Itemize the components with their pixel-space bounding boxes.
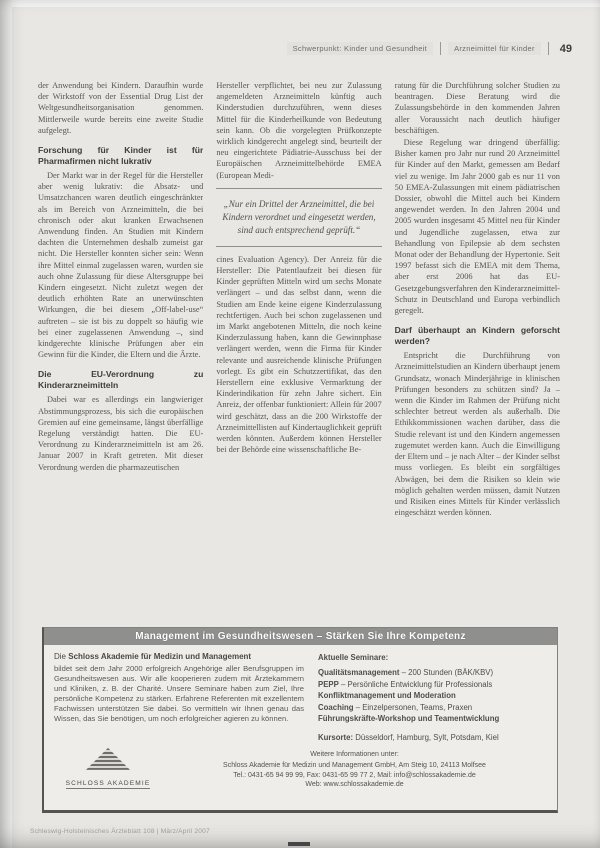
article-column-3 bbox=[395, 80, 560, 623]
ad-footer bbox=[44, 748, 557, 794]
locations-list: Düsseldorf, Hamburg, Sylt, Potsdam, Kiel bbox=[353, 733, 499, 743]
scan-edge-top bbox=[0, 0, 600, 7]
page-header bbox=[0, 42, 572, 55]
seminar-locations bbox=[318, 732, 547, 743]
seminar-name: PEPP bbox=[318, 679, 339, 689]
header-divider bbox=[440, 42, 441, 55]
contact-line: Schloss Akademie für Medizin und Management GmbH, Am Steig 10, 24113 Molfsee bbox=[223, 762, 486, 770]
seminar-item bbox=[318, 702, 547, 713]
header-topic-label: Arzneimittel für Kinder bbox=[448, 42, 541, 55]
advertisement-box bbox=[42, 627, 558, 813]
contact-line: Tel.: 0431-65 94 99 99, Fax: 0431-65 99 77 2, Mail: info@schlossakademie.de bbox=[233, 771, 476, 779]
header-section-label: Schwerpunkt: Kinder und Gesundheit bbox=[287, 42, 433, 55]
heading-forschen-an-kindern: Darf überhaupt an Kindern geforscht werden? bbox=[394, 325, 560, 346]
scan-artifact bbox=[288, 842, 310, 846]
seminar-detail: – 200 Stunden (BÄK/KBV) bbox=[399, 668, 494, 678]
seminar-detail: – Persönliche Entwicklung für Professionals bbox=[338, 679, 493, 689]
body-paragraph: Diese Regelung war dringend überfällig: Bisher kamen pro Jahr nur rund 20 Arzneimittel für Kinder auf den Markt, gemessen am Bedarf viel zu wenige. Im Jahr 2000 gab es nur 11 von 50 EMEA-Zulassungen mit einem pädiatrischen Dossier, obwohl die Mittel auch bei Kindern angewendet werden. In den Jahren 2004 und 2005 wurden insgesamt 45 Mittel neu für Kinder und Jugendliche zugelassen, etwa zur Behandlung von Epilepsie ab dem sechsten Monat oder der Behandlung der Hypertonie. Seit 1997 befasst sich die EMEA mit dem Thema, aber erst 2006 hat das EU-Gesetzgebungsverfahren den Kinderarzneimittel-Schutz in Deutschland und Europa verbindlich geregelt. bbox=[394, 138, 560, 316]
contact-line: Web: www.schlossakademie.de bbox=[305, 781, 404, 789]
body-paragraph: der Anwendung bei Kindern. Daraufhin wurde der Wirkstoff von der Essential Drug List der Weltgesundheitsorganisation genommen. Mittlerweile wurde bereits eine zweite Studie aufgelegt. bbox=[38, 81, 204, 135]
article-column-2 bbox=[216, 80, 381, 623]
ad-title-bar: Management im Gesundheitswesen – Stärken Sie Ihre Kompetenz bbox=[44, 628, 557, 645]
ad-intro bbox=[54, 652, 304, 744]
seminar-item bbox=[318, 679, 547, 690]
ad-intro-text: bildet seit dem Jahr 2000 erfolgreich Angehörige aller Berufsgruppen im Gesundheitswesen aus. Wir alle kooperieren zudem mit Ärztekammern und Kliniken, z. B. der Charité. Unsere Seminare haben zum Ziel, Ihre persönliche Kompetenz zu stärken. Erfahrene Referenten mit exzellentem Fachwissen unterstützen Sie dabei. So vermitteln wir Ihnen genau das Wissen, das Sie benötigen, um noch erfolgreicher agieren zu können. bbox=[54, 664, 304, 723]
seminars-heading: Aktuelle Seminare: bbox=[318, 653, 389, 662]
ad-body bbox=[44, 645, 557, 748]
seminar-name: Coaching bbox=[318, 702, 354, 712]
ad-contact bbox=[162, 750, 547, 789]
body-paragraph: Entspricht die Durchführung von Arzneimittelstudien an Kindern überhaupt jenem Grundsatz, wonach Minderjährige in klinischen Prüfungen besonders zu schützen sind? Ja – wenn die Kinder im Rahmen der Prüfung nicht schlechter betreut werden als außerhalb. Die Ethikkommissionen wachen darüber, dass die Studie relevant ist und den Kindern angemessen zugemutet werden kann. Auch die Einwilligung der Eltern und – je nach Alter – der Kinder selbst muss vorliegen. Es bleibt ein sorgfältiges Abwägen, bei dem die Risiken so klein wie möglich gehalten werden müssen, damit Nutzen und Risiken eines Mittels für Kinder verlässlich eingeschätzt werden können. bbox=[394, 351, 560, 518]
article-columns bbox=[38, 80, 560, 623]
seminar-item bbox=[318, 713, 547, 724]
seminar-item bbox=[318, 667, 547, 678]
ad-seminar-list bbox=[318, 652, 547, 744]
page-footer: Schleswig-Holsteinisches Ärzteblatt 108 | März/April 2007 bbox=[30, 828, 210, 835]
seminar-item bbox=[318, 690, 547, 701]
pull-quote: „Nur ein Drittel der Arzneimittel, die bei Kindern verordnet und eingesetzt werden, sind auch entsprechend geprüft.“ bbox=[216, 188, 381, 247]
ad-intro-lead: Die bbox=[54, 652, 69, 661]
body-paragraph: cines Evaluation Agency). Der Anreiz für die Hersteller: Die Patentlaufzeit bei diesen für Kinder geprüften Mitteln wird um sechs Monate verlängert – und das selbst dann, wenn die Studien am Ende keine eigene Kinderzulassung rechtfertigen. Auch bei schon zugelassenen und im Markt angebotenen Mitteln, die noch keine Kinderzulassung haben, kann die Gewinnphase verlängert werden, wenn die Firma für Kinder relevante und ausreichende klinische Prüfungen vorlegt. Es gibt ein Schutzzertifikat, das den Herstellern eine exklusive Vermarktung der Kinderindikation für zehn Jahre sichert. Ein Anreiz, der offenbar funktioniert: Allein für 2007 wird geschätzt, dass an die 200 Wirkstoffe der Arzneimittellisten auf Kindertauglichkeit geprüft werden könnten. Außerdem können Hersteller bei der Behörde eine wissenschaftliche Be- bbox=[216, 254, 382, 455]
body-paragraph: Dabei war es allerdings ein langwieriger Abstimmungsprozess, bis sich die europäischen Gremien auf eine gemeinsame, längst überfällige Regelung verständigt hatten. Die EU-Verordnung zu Kinderarzneimitteln ist am 26. Januar 2007 in Kraft getreten. Mit dieser Verordnung werden die pharmazeutischen bbox=[38, 395, 204, 472]
seminar-name: Führungskräfte-Workshop und Teamentwicklung bbox=[318, 714, 500, 724]
seminar-name: Konfliktmanagement und Moderation bbox=[318, 691, 456, 701]
page-number: 49 bbox=[559, 42, 572, 55]
heading-eu-verordnung: Die EU-Verordnung zu Kinderarzneimitteln bbox=[38, 369, 204, 390]
seminar-detail: – Einzelpersonen, Teams, Praxen bbox=[353, 702, 473, 712]
header-divider bbox=[548, 42, 549, 55]
scan-edge-left bbox=[0, 0, 12, 848]
pyramid-icon bbox=[86, 748, 130, 770]
body-paragraph: Hersteller verpflichtet, bei neu zur Zulassung angemeldeten Arzneimitteln künftig auch Kinderstudien durchzuführen, wenn dieses Mittel für die Kinderheilkunde von Bedeutung sein kann. Ob die vorgelegten Prüfkonzepte wirklich kindgerecht angelegt sind, beurteilt der neu eingerichtete Pädiatrie-Ausschuss bei der Europäischen Arzneimittelbehörde EMEA (European Medi- bbox=[216, 81, 382, 180]
locations-label: Kursorte: bbox=[318, 733, 354, 743]
body-paragraph: Der Markt war in der Regel für die Hersteller aber wenig lukrativ: die Absatz- und Umsatzchancen waren deutlich eingeschränkter als im Bereich von Arzneimitteln, die bei chronisch oder akut kranken Erwachsenen Anwendung finden. An Studien mit Kindern dachten die Unternehmen deshalb zumeist gar nicht. Die Hersteller konnten sicher sein: Wenn ihre Mittel einmal zugelassen waren, wurden sie auch ohne Zulassung für diese Altersgruppe bei Kindern eingesetzt. Nicht zuletzt wegen der deutlich erhöhten Rate an unerwünschten Wirkungen, die bei diesem „Off-label-use“ auftreten – sie ist bis zu doppelt so häufig wie bei einer zugelassenen Anwendung –, sind kindgerechte klinische Prüfungen aber ein Gewinn für die Kinder, die Eltern und die Ärzte. bbox=[38, 171, 204, 360]
body-paragraph: ratung für die Durchführung solcher Studien zu beantragen. Diese Beratung wird die Zulassungsbehörde in den kommenden Jahren aller Voraussicht nach deutlich häufiger beschäftigen. bbox=[394, 81, 560, 135]
article-column-1 bbox=[38, 80, 203, 623]
ad-intro-heading bbox=[54, 652, 304, 661]
ad-academy-name: Schloss Akademie für Medizin und Management bbox=[68, 652, 252, 661]
heading-forschung-nicht-lukrativ: Forschung für Kinder ist für Pharmafirmen nicht lukrativ bbox=[38, 145, 204, 166]
logo-text: SCHLOSS AKADEMIE bbox=[65, 779, 151, 787]
schloss-akademie-logo bbox=[54, 748, 162, 790]
seminar-name: Qualitätsmanagement bbox=[318, 668, 400, 678]
contact-line: Weitere Informationen unter: bbox=[310, 751, 399, 759]
